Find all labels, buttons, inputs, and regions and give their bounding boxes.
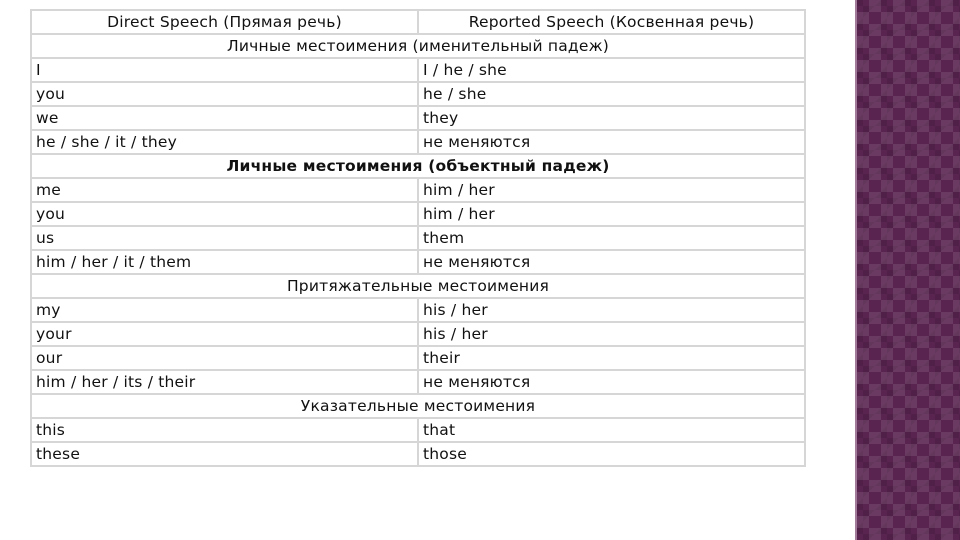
- table-row: [32, 371, 804, 393]
- cell-reported: his / her: [419, 299, 804, 321]
- cell-reported: I / he / she: [419, 59, 804, 81]
- cell-direct: you: [32, 83, 417, 105]
- cell-direct: he / she / it / they: [32, 131, 417, 153]
- cell-reported: them: [419, 227, 804, 249]
- decorative-side-bar: [857, 0, 960, 540]
- cell-direct: me: [32, 179, 417, 201]
- table-row: [32, 59, 804, 81]
- table-row: [32, 251, 804, 273]
- section-title: Притяжательные местоимения: [32, 275, 804, 297]
- section-row: [32, 155, 804, 177]
- cell-reported: him / her: [419, 179, 804, 201]
- table-header-row: [32, 11, 804, 33]
- cell-reported: that: [419, 419, 804, 441]
- section-row: [32, 275, 804, 297]
- cell-reported: не меняются: [419, 131, 804, 153]
- cell-direct: us: [32, 227, 417, 249]
- cell-direct: you: [32, 203, 417, 225]
- cell-reported: they: [419, 107, 804, 129]
- cell-direct: my: [32, 299, 417, 321]
- cell-reported: him / her: [419, 203, 804, 225]
- cell-direct: this: [32, 419, 417, 441]
- cell-reported: не меняются: [419, 251, 804, 273]
- cell-reported: не меняются: [419, 371, 804, 393]
- table-row: [32, 107, 804, 129]
- header-reported: Reported Speech (Косвенная речь): [419, 11, 804, 33]
- cell-reported: those: [419, 443, 804, 465]
- table-row: [32, 419, 804, 441]
- table-row: [32, 227, 804, 249]
- cell-reported: his / her: [419, 323, 804, 345]
- table-row: [32, 443, 804, 465]
- section-title: Указательные местоимения: [32, 395, 804, 417]
- section-title: Личные местоимения (именительный падеж): [32, 35, 804, 57]
- header-direct: Direct Speech (Прямая речь): [32, 11, 417, 33]
- table-row: [32, 179, 804, 201]
- table-row: [32, 323, 804, 345]
- table-row: [32, 131, 804, 153]
- section-row: [32, 35, 804, 57]
- table-row: [32, 203, 804, 225]
- table-row: [32, 299, 804, 321]
- cell-reported: their: [419, 347, 804, 369]
- section-title: Личные местоимения (объектный падеж): [32, 155, 804, 177]
- section-row: [32, 395, 804, 417]
- cell-direct: him / her / it / them: [32, 251, 417, 273]
- cell-direct: these: [32, 443, 417, 465]
- cell-direct: I: [32, 59, 417, 81]
- table-row: [32, 83, 804, 105]
- cell-direct: we: [32, 107, 417, 129]
- cell-direct: your: [32, 323, 417, 345]
- cell-reported: he / she: [419, 83, 804, 105]
- cell-direct: our: [32, 347, 417, 369]
- cell-direct: him / her / its / their: [32, 371, 417, 393]
- pronoun-table: [30, 9, 806, 467]
- table-row: [32, 347, 804, 369]
